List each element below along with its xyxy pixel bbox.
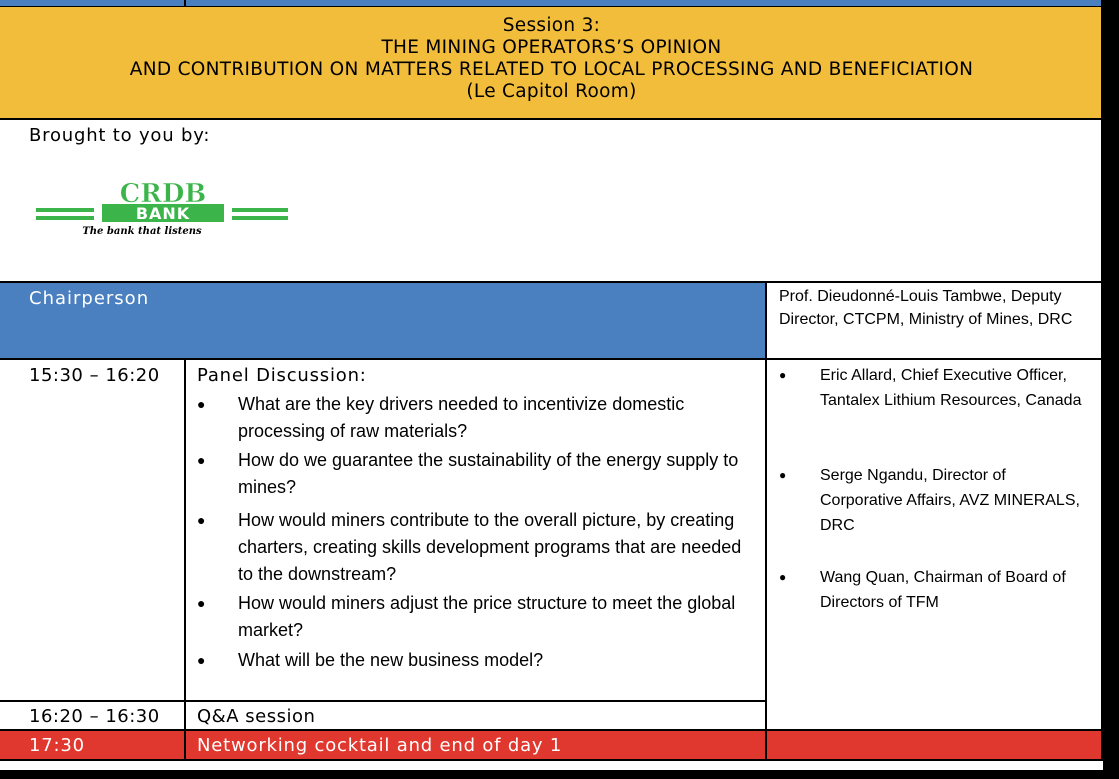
- grid-line: [0, 6, 1103, 7]
- grid-line: [184, 0, 186, 6]
- sponsor-label: Brought to you by:: [29, 125, 211, 146]
- panel-time: 15:30 – 16:20: [29, 365, 160, 386]
- qa-time: 16:20 – 16:30: [29, 706, 160, 727]
- bullet-icon: ●: [779, 570, 787, 584]
- agenda-page: Session 3: THE MINING OPERATORS’S OPINION AND CONTRIBUTION ON MATTERS RELATED TO LOCAL PROCESSING AND BENEFICIATION (Le Capitol Room) Brought to you by: CRDB BANK The bank that listens Chairperson Prof. Dieudonné-Louis Tambwe, Deputy Director, CTCPM, Ministry of Mines, DRC 15:30 – 16:20 Panel Discussion: ● What are the key drivers needed to incentivize domestic processing of raw materials? ● How do we guarantee the sustainability of the energy supply to mines? ● How would miners contribute to the overall picture, by creating charters, creating skills development programs that are needed to the downstream? ● How would miners adjust the price structure to meet the global market? ● What will be the new business model? ● Eric Allard, Chief Executive Officer, Tantalex Lithium Resources, Canada ● Serge Ngandu, Director of Corporative Affairs, AVZ MINERALS, DRC ● Wang Quan, Chairman of Board of Directors of TFM 16:20 – 16:30 Q&A session 17:30 Networking cocktail and end of day 1: [0, 0, 1103, 770]
- grid-line: [0, 281, 1103, 283]
- bullet-icon: ●: [197, 595, 206, 611]
- bullet-icon: ●: [197, 652, 206, 668]
- grid-line: [0, 118, 1103, 120]
- panel-title: Panel Discussion:: [197, 365, 367, 386]
- chairperson-label: Chairperson: [0, 282, 766, 359]
- grid-line: [184, 358, 186, 761]
- grid-line: [0, 759, 1103, 761]
- session-title: THE MINING OPERATORS’S OPINION: [381, 37, 722, 58]
- session-number: Session 3:: [502, 15, 601, 36]
- grid-line: [0, 700, 766, 702]
- session-subtitle: AND CONTRIBUTION ON MATTERS RELATED TO LOCAL PROCESSING AND BENEFICIATION: [129, 59, 974, 80]
- grid-line: [765, 281, 767, 761]
- grid-line: [1101, 0, 1103, 761]
- bullet-icon: ●: [779, 468, 787, 482]
- closing-time: 17:30: [29, 735, 85, 756]
- grid-line: [0, 729, 1103, 731]
- bullet-icon: ●: [197, 452, 206, 468]
- grid-line: [0, 358, 1103, 360]
- crdb-bank-logo: [36, 178, 296, 240]
- svg-text:BANK: BANK: [135, 204, 191, 223]
- closing-label: Networking cocktail and end of day 1: [197, 735, 563, 756]
- qa-label: Q&A session: [197, 706, 316, 727]
- bullet-icon: ●: [197, 512, 206, 528]
- svg-text:CRDB: CRDB: [119, 179, 207, 209]
- svg-text:The bank that listens: The bank that listens: [82, 226, 202, 237]
- session-header: [0, 6, 1103, 118]
- bullet-icon: ●: [779, 368, 787, 382]
- session-room: (Le Capitol Room): [466, 81, 637, 102]
- bullet-icon: ●: [197, 396, 206, 412]
- chairperson-name: Prof. Dieudonné-Louis Tambwe, Deputy Director, CTCPM, Ministry of Mines, DRC: [779, 288, 1073, 328]
